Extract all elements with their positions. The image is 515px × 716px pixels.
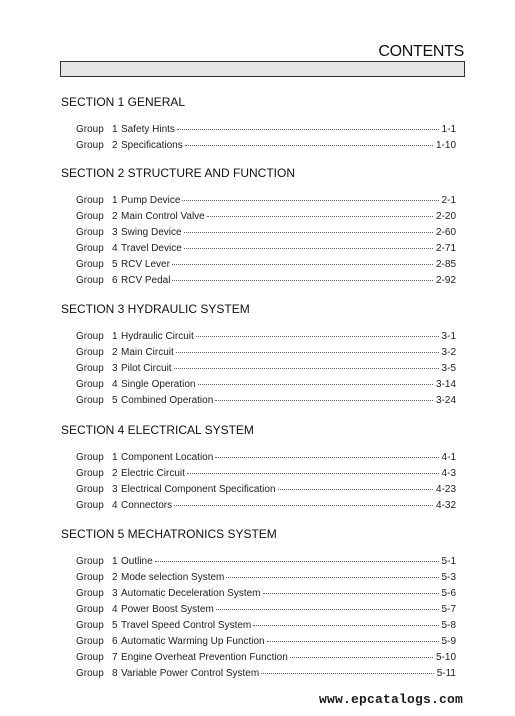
- page-number: 2-20: [435, 211, 456, 222]
- dot-leader: [155, 551, 439, 562]
- dot-leader: [263, 583, 439, 594]
- page-number: 5-1: [441, 556, 456, 567]
- dot-leader: [185, 135, 433, 146]
- group-number: 2: [112, 211, 118, 222]
- group-number: 4: [112, 500, 118, 511]
- section-heading: SECTION 5 MECHATRONICS SYSTEM: [61, 527, 277, 541]
- dot-leader: [215, 447, 438, 458]
- entry-title: Pump Device: [121, 195, 181, 206]
- page-number: 2-1: [441, 195, 456, 206]
- toc-entry[interactable]: [76, 137, 456, 153]
- entry-title: Automatic Warming Up Function: [121, 636, 265, 647]
- section-1: [61, 95, 456, 153]
- dot-leader: [177, 119, 439, 130]
- page-number: 4-1: [441, 452, 456, 463]
- group-label: Group: [76, 572, 104, 583]
- group-number: 2: [112, 140, 118, 151]
- title-bar: [60, 61, 465, 77]
- dot-leader: [226, 567, 438, 578]
- group-number: 3: [112, 227, 118, 238]
- group-number: 4: [112, 243, 118, 254]
- toc-entry[interactable]: [76, 497, 456, 513]
- section-2: [61, 166, 456, 288]
- entry-title: Electrical Component Specification: [121, 484, 276, 495]
- group-label: Group: [76, 363, 104, 374]
- dot-leader: [176, 342, 439, 353]
- group-number: 1: [112, 195, 118, 206]
- page-number: 3-2: [441, 347, 456, 358]
- entry-title: Main Circuit: [121, 347, 174, 358]
- group-label: Group: [76, 195, 104, 206]
- group-label: Group: [76, 347, 104, 358]
- section-4: [61, 423, 456, 513]
- group-label: Group: [76, 259, 104, 270]
- page-number: 5-8: [441, 620, 456, 631]
- group-number: 3: [112, 484, 118, 495]
- group-label: Group: [76, 395, 104, 406]
- page-number: 3-14: [435, 379, 456, 390]
- dot-leader: [267, 631, 439, 642]
- group-number: 1: [112, 331, 118, 342]
- group-number: 5: [112, 395, 118, 406]
- dot-leader: [184, 222, 433, 233]
- dot-leader: [174, 358, 439, 369]
- entry-title: Engine Overheat Prevention Function: [121, 652, 288, 663]
- group-label: Group: [76, 556, 104, 567]
- toc-entry[interactable]: [76, 665, 456, 681]
- group-number: 1: [112, 556, 118, 567]
- dot-leader: [216, 599, 439, 610]
- section-heading: SECTION 3 HYDRAULIC SYSTEM: [61, 302, 250, 316]
- page-number: 1-10: [435, 140, 456, 151]
- dot-leader: [215, 390, 433, 401]
- group-label: Group: [76, 588, 104, 599]
- page-number: 3-5: [441, 363, 456, 374]
- group-label: Group: [76, 604, 104, 615]
- group-label: Group: [76, 275, 104, 286]
- group-number: 4: [112, 604, 118, 615]
- entry-title: Pilot Circuit: [121, 363, 172, 374]
- page-number: 2-71: [435, 243, 456, 254]
- dot-leader: [261, 663, 434, 674]
- group-label: Group: [76, 636, 104, 647]
- group-number: 2: [112, 572, 118, 583]
- group-number: 5: [112, 620, 118, 631]
- page-number: 5-10: [435, 652, 456, 663]
- page-number: 2-60: [435, 227, 456, 238]
- group-number: 2: [112, 468, 118, 479]
- dot-leader: [174, 495, 433, 506]
- entry-title: Travel Device: [121, 243, 182, 254]
- page-number: 5-7: [441, 604, 456, 615]
- section-heading: SECTION 4 ELECTRICAL SYSTEM: [61, 423, 254, 437]
- section-5: [61, 527, 456, 681]
- dot-leader: [172, 254, 433, 265]
- entry-title: RCV Lever: [121, 259, 170, 270]
- entry-title: Specifications: [121, 140, 183, 151]
- group-number: 1: [112, 124, 118, 135]
- dot-leader: [184, 238, 433, 249]
- entry-title: Combined Operation: [121, 395, 214, 406]
- entry-title: Main Control Valve: [121, 211, 205, 222]
- entry-title: Mode selection System: [121, 572, 225, 583]
- entry-title: Power Boost System: [121, 604, 214, 615]
- group-label: Group: [76, 652, 104, 663]
- page-number: 4-3: [441, 468, 456, 479]
- page-number: 2-92: [435, 275, 456, 286]
- toc-entry[interactable]: [76, 392, 456, 408]
- page-number: 4-23: [435, 484, 456, 495]
- entry-title: Hydraulic Circuit: [121, 331, 194, 342]
- entry-title: Single Operation: [121, 379, 196, 390]
- group-number: 6: [112, 636, 118, 647]
- group-label: Group: [76, 227, 104, 238]
- group-number: 3: [112, 588, 118, 599]
- group-label: Group: [76, 620, 104, 631]
- group-label: Group: [76, 140, 104, 151]
- page-number: 5-3: [441, 572, 456, 583]
- group-label: Group: [76, 468, 104, 479]
- group-label: Group: [76, 124, 104, 135]
- group-label: Group: [76, 243, 104, 254]
- dot-leader: [278, 479, 433, 490]
- dot-leader: [198, 374, 433, 385]
- page-number: 1-1: [441, 124, 456, 135]
- dot-leader: [207, 206, 433, 217]
- dot-leader: [187, 463, 439, 474]
- section-heading: SECTION 2 STRUCTURE AND FUNCTION: [61, 166, 296, 180]
- page-number: 5-9: [441, 636, 456, 647]
- group-label: Group: [76, 452, 104, 463]
- group-number: 8: [112, 668, 118, 679]
- group-number: 3: [112, 363, 118, 374]
- group-label: Group: [76, 331, 104, 342]
- watermark-url: www.epcatalogs.com: [318, 692, 463, 707]
- page-number: 5-11: [436, 668, 456, 679]
- entry-title: Variable Power Control System: [121, 668, 260, 679]
- group-number: 2: [112, 347, 118, 358]
- dot-leader: [182, 190, 438, 201]
- entry-title: Component Location: [121, 452, 214, 463]
- entry-title: Travel Speed Control System: [121, 620, 252, 631]
- group-label: Group: [76, 500, 104, 511]
- entry-title: Swing Device: [121, 227, 182, 238]
- page-number: 3-24: [435, 395, 456, 406]
- dot-leader: [290, 647, 433, 658]
- page-number: 3-1: [441, 331, 456, 342]
- group-label: Group: [76, 211, 104, 222]
- section-3: [61, 302, 456, 408]
- dot-leader: [172, 270, 433, 281]
- page-title: CONTENTS: [378, 43, 464, 60]
- group-number: 5: [112, 259, 118, 270]
- entry-title: Automatic Deceleration System: [121, 588, 261, 599]
- entry-title: Electric Circuit: [121, 468, 185, 479]
- toc-entry[interactable]: [76, 272, 456, 288]
- group-label: Group: [76, 668, 104, 679]
- group-number: 7: [112, 652, 118, 663]
- group-label: Group: [76, 379, 104, 390]
- entry-title: RCV Pedal: [121, 275, 171, 286]
- group-number: 4: [112, 379, 118, 390]
- page-number: 4-32: [435, 500, 456, 511]
- entry-title: Connectors: [121, 500, 173, 511]
- entry-title: Safety Hints: [121, 124, 175, 135]
- dot-leader: [253, 615, 438, 626]
- entry-title: Outline: [121, 556, 153, 567]
- section-heading: SECTION 1 GENERAL: [61, 95, 186, 109]
- group-label: Group: [76, 484, 104, 495]
- dot-leader: [196, 326, 439, 337]
- page-number: 5-6: [441, 588, 456, 599]
- group-number: 1: [112, 452, 118, 463]
- page-number: 2-85: [435, 259, 456, 270]
- group-number: 6: [112, 275, 118, 286]
